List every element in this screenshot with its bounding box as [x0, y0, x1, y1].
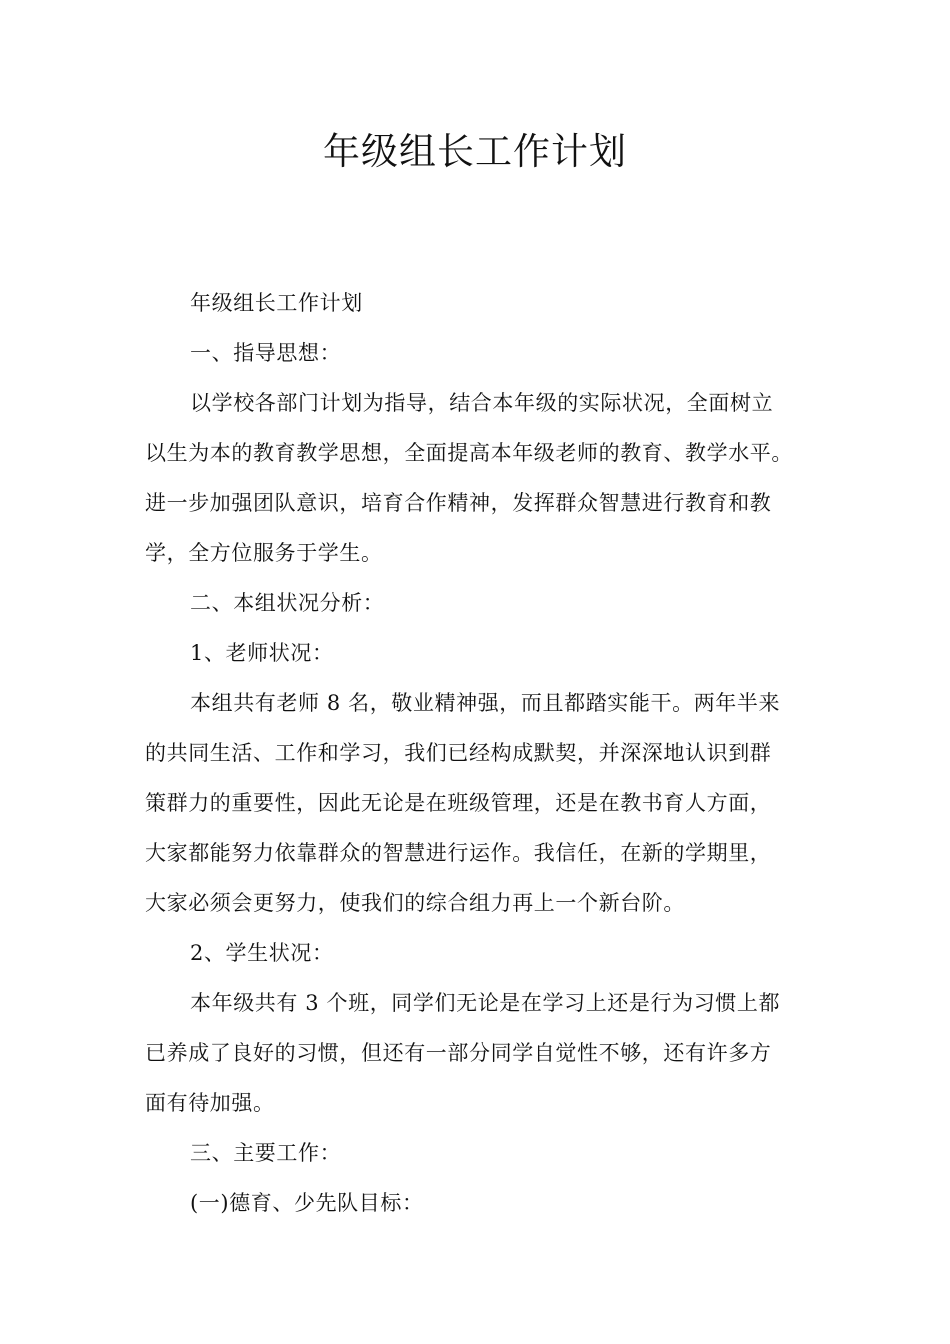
- paragraph-line: 本组共有老师 8 名，敬业精神强，而且都踏实能干。两年半来: [190, 691, 781, 715]
- paragraph-line: 以生为本的教育教学思想，全面提高本年级老师的教育、教学水平。: [145, 441, 793, 465]
- paragraph-line: 策群力的重要性，因此无论是在班级管理，还是在教书育人方面，: [145, 791, 772, 815]
- document-body: [145, 278, 810, 1228]
- paragraph-line: 大家必须会更努力，使我们的综合组力再上一个新台阶。: [145, 891, 685, 915]
- subsection-heading-students: 2、学生状况：: [190, 941, 334, 965]
- paragraph-line: 学，全方位服务于学生。: [145, 541, 383, 565]
- paragraph-line: 以学校各部门计划为指导，结合本年级的实际状况，全面树立: [190, 391, 774, 415]
- section-heading-guiding-thought: 一、指导思想：: [190, 341, 342, 365]
- paragraph-line: 已养成了良好的习惯，但还有一部分同学自觉性不够，还有许多方: [145, 1041, 772, 1065]
- paragraph-line: 面有待加强。: [145, 1091, 275, 1115]
- paragraph-line: 本年级共有 3 个班，同学们无论是在学习上还是行为习惯上都: [190, 991, 781, 1015]
- paragraph-line: 的共同生活、工作和学习，我们已经构成默契，并深深地认识到群: [145, 741, 772, 765]
- section-heading-main-work: 三、主要工作：: [190, 1141, 342, 1165]
- paragraph-line: 进一步加强团队意识，培育合作精神，发挥群众智慧进行教育和教: [145, 491, 772, 515]
- document-title: 年级组长工作计划: [323, 130, 627, 173]
- section-heading-group-analysis: 二、本组状况分析：: [190, 591, 385, 615]
- subsection-heading-moral-education: (一)德育、少先队目标：: [190, 1191, 424, 1215]
- paragraph-line: 大家都能努力依靠群众的智慧进行运作。我信任，在新的学期里，: [145, 841, 772, 865]
- subsection-heading-teachers: 1、老师状况：: [190, 641, 334, 665]
- subtitle-line: 年级组长工作计划: [190, 291, 363, 315]
